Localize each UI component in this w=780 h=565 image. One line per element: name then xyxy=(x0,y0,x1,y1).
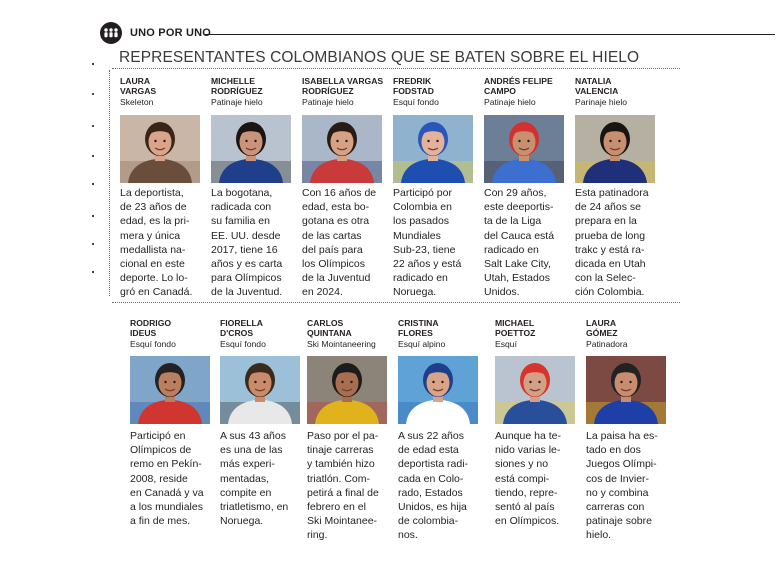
athlete-discipline: Patinaje hielo xyxy=(302,96,354,107)
margin-marks xyxy=(92,55,96,275)
athlete-discipline: Patinaje hielo xyxy=(211,96,263,107)
athlete-photo xyxy=(211,115,291,183)
athlete-description: Con 29 años, este deeportis- ta de la Liga del Cauca está radicado en Salt Lake City, Utah, Estados Unidos. xyxy=(484,187,555,299)
athlete-discipline: Parinaje hielo xyxy=(575,96,628,107)
athlete-name: LAURA GÓMEZ xyxy=(586,318,618,339)
athlete-card xyxy=(307,318,397,349)
athlete-photo xyxy=(398,356,478,424)
athlete-card xyxy=(302,76,392,107)
athlete-description: La paisa ha es- tado en dos Juegos Olímpi- cos de Invier- no y combina carreras con patinaje sobre hielo. xyxy=(586,430,658,542)
athlete-name: FIORELLA D'CROS xyxy=(220,318,263,339)
athlete-card xyxy=(484,76,574,107)
athlete-card xyxy=(211,76,301,107)
row1-left-divider xyxy=(109,70,110,296)
athlete-description: Participó en Olímpicos de remo en Pekín- 2008, reside en Canadá y va a los mundiales a fin de mes. xyxy=(130,430,204,528)
athlete-name: MICHELLE RODRÍGUEZ xyxy=(211,76,263,97)
athlete-photo xyxy=(393,115,473,183)
athlete-card xyxy=(220,318,310,349)
athlete-photo xyxy=(575,115,655,183)
athlete-description: Con 16 años de edad, esta bo- gotana es otra de las cartas del país para los Olímpicos de la Juventud en 2024. xyxy=(302,187,377,299)
athlete-photo xyxy=(120,115,200,183)
athlete-description: Aunque ha te- nido varias le- siones y no está compi- tiendo, repre- sentó al país en Olímpicos. xyxy=(495,430,561,528)
athlete-card xyxy=(586,318,676,349)
athlete-discipline: Skeleton xyxy=(120,96,154,107)
athlete-card xyxy=(130,318,220,349)
group-icon xyxy=(100,22,122,44)
athlete-description: La deportista, de 23 años de edad, es la pri- mera y única medallista na- cional en este deporte. Lo lo- gró en Canadá. xyxy=(120,187,193,299)
athlete-description: A sus 22 años de edad esta deportista radi- cada en Colo- rado, Estados Unidos, es hija de colombia- nos. xyxy=(398,430,469,542)
headline-divider xyxy=(112,68,680,69)
athlete-description: La bogotana, radicada con su familia en EE. UU. desde 2017, tiene 16 años y es carta para Olímpicos de la Juventud. xyxy=(211,187,283,299)
athlete-name: ISABELLA VARGAS RODRÍGUEZ xyxy=(302,76,384,97)
athlete-card xyxy=(393,76,483,107)
athlete-discipline: Patinadora xyxy=(586,338,628,349)
athlete-photo xyxy=(586,356,666,424)
athlete-photo xyxy=(220,356,300,424)
athlete-card xyxy=(495,318,585,349)
section-rule xyxy=(205,34,775,35)
athlete-name: CARLOS QUINTANA xyxy=(307,318,352,339)
athlete-discipline: Ski Mointaneering xyxy=(307,338,376,349)
athlete-photo xyxy=(307,356,387,424)
athlete-photo xyxy=(495,356,575,424)
athlete-name: LAURA VARGAS xyxy=(120,76,157,97)
athlete-discipline: Patinaje hielo xyxy=(484,96,536,107)
athlete-name: CRISTINA FLORES xyxy=(398,318,439,339)
athlete-discipline: Esquí xyxy=(495,338,517,349)
athlete-card xyxy=(398,318,488,349)
athlete-discipline: Esquí fondo xyxy=(393,96,439,107)
headline: REPRESENTANTES COLOMBIANOS QUE SE BATEN SOBRE EL HIELO xyxy=(119,49,640,66)
athlete-discipline: Esquí fondo xyxy=(130,338,176,349)
section-label: UNO POR UNO xyxy=(130,27,212,39)
athlete-description: Paso por el pa- tinaje carreras y también hizo triatlón. Com- petirá a final de febrero en el Ski Mointanee- ring. xyxy=(307,430,379,542)
athlete-discipline: Esquí alpino xyxy=(398,338,446,349)
athlete-photo xyxy=(484,115,564,183)
athlete-photo xyxy=(130,356,210,424)
section-tag xyxy=(100,22,211,44)
athlete-description: Participó por Colombia en los pasados Mundiales Sub-23, tiene 22 años y está radicado en Noruega. xyxy=(393,187,462,299)
athlete-description: Esta patinadora de 24 años se prepara en la prueba de long trakc y está ra- dicada en Utah con la Selec- ción Colombia. xyxy=(575,187,649,299)
athlete-discipline: Esquí fondo xyxy=(220,338,266,349)
athlete-name: NATALIA VALENCIA xyxy=(575,76,619,97)
athlete-name: MICHAEL POETTOZ xyxy=(495,318,536,339)
athlete-photo xyxy=(302,115,382,183)
athlete-card xyxy=(575,76,665,107)
athlete-description: A sus 43 años es una de las más experi- mentadas, compite en triatletismo, en Noruega. xyxy=(220,430,289,528)
athlete-name: RODRIGO IDEUS xyxy=(130,318,172,339)
athlete-name: FREDRIK FODSTAD xyxy=(393,76,434,97)
row-divider xyxy=(112,302,680,303)
athlete-card xyxy=(120,76,210,107)
athlete-name: ANDRÉS FELIPE CAMPO xyxy=(484,76,553,97)
